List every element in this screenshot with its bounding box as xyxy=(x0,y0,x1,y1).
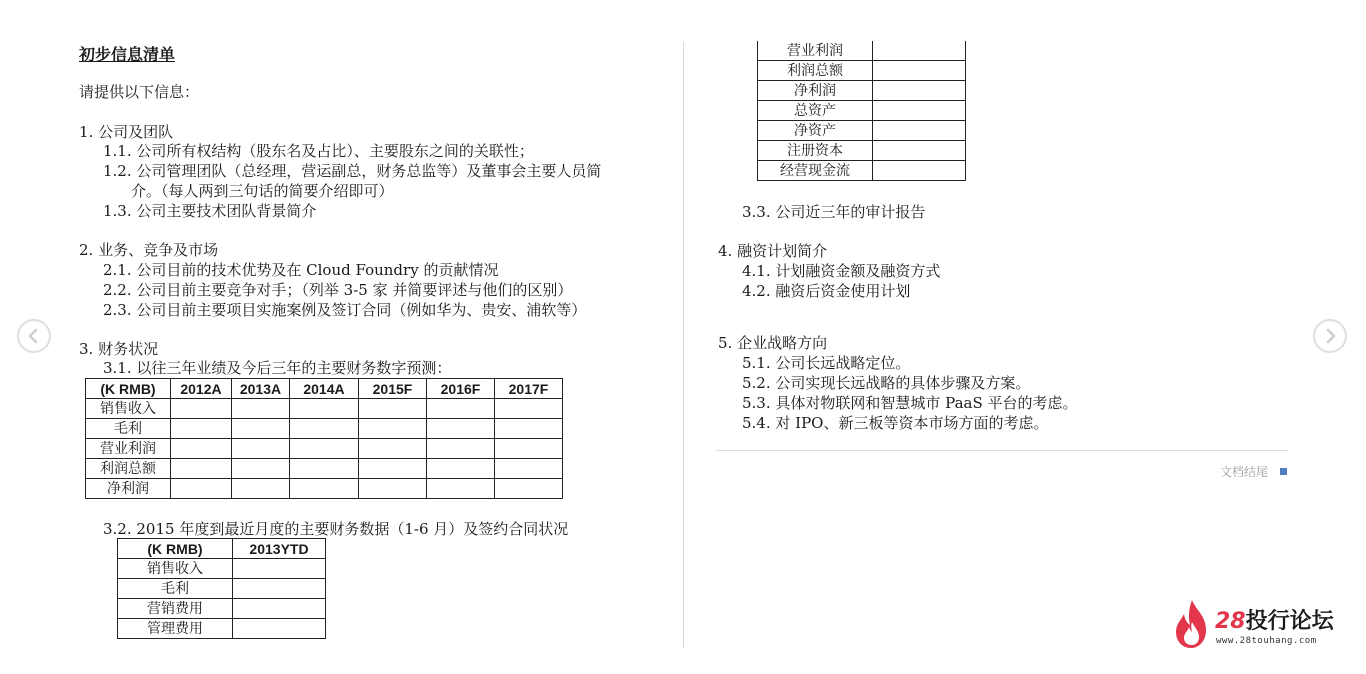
section-5-item-1: 5.1. 公司长远战略定位。 xyxy=(742,354,911,372)
table-row xyxy=(86,379,563,399)
chevron-left-icon xyxy=(19,321,49,351)
table-cell xyxy=(171,399,232,419)
table-row-label: 毛利 xyxy=(86,419,171,439)
table-cell xyxy=(290,439,359,459)
table-cell xyxy=(290,419,359,439)
table-row-label: 利润总额 xyxy=(758,61,873,81)
table-cell xyxy=(873,161,966,181)
table-header-cell: 2012A xyxy=(171,379,232,399)
section-4-item-1: 4.1. 计划融资金额及融资方式 xyxy=(742,262,941,280)
section-3-heading: 3. 财务状况 xyxy=(79,340,159,358)
flame-icon xyxy=(1172,598,1212,650)
table-row xyxy=(86,439,563,459)
table-cell xyxy=(233,579,326,599)
table-cell xyxy=(171,419,232,439)
section-1-item-3: 1.3. 公司主要技术团队背景简介 xyxy=(103,202,317,220)
table-row-label: 营业利润 xyxy=(758,41,873,61)
table-cell xyxy=(290,399,359,419)
table-cell xyxy=(873,101,966,121)
table-cell xyxy=(232,479,290,499)
prev-page-button[interactable] xyxy=(17,319,51,353)
table-row xyxy=(118,539,326,559)
section-3-item-2: 3.2. 2015 年度到最近月度的主要财务数据（1-6 月）及签约合同状况 xyxy=(103,520,569,538)
table-cell xyxy=(290,479,359,499)
table-cell xyxy=(495,399,563,419)
table-header-cell: 2013A xyxy=(232,379,290,399)
table-cell xyxy=(290,459,359,479)
table-cell xyxy=(873,61,966,81)
table-cell xyxy=(427,459,495,479)
section-2-item-1: 2.1. 公司目前的技术优势及在 Cloud Foundry 的贡献情况 xyxy=(103,261,499,279)
table-row-label: 净利润 xyxy=(758,81,873,101)
table-cell xyxy=(427,419,495,439)
table-row xyxy=(86,399,563,419)
section-2-heading: 2. 业务、竞争及市场 xyxy=(79,241,219,259)
table-header-cell: (K RMB) xyxy=(86,379,171,399)
table-row-label: 注册资本 xyxy=(758,141,873,161)
table-row-label: 经营现金流 xyxy=(758,161,873,181)
table-cell xyxy=(427,439,495,459)
section-1-item-2: 1.2. 公司管理团队（总经理，营运副总，财务总监等）及董事会主要人员简 xyxy=(103,162,602,180)
document-end-rule xyxy=(716,450,1288,451)
table-cell xyxy=(232,439,290,459)
table-cell xyxy=(873,141,966,161)
table-row xyxy=(758,61,966,81)
table-cell xyxy=(233,559,326,579)
table-row-label: 营业利润 xyxy=(86,439,171,459)
ytd-table xyxy=(117,538,326,639)
table-cell xyxy=(359,439,427,459)
table-cell xyxy=(495,439,563,459)
chevron-right-icon xyxy=(1315,321,1345,351)
section-2-item-3: 2.3. 公司目前主要项目实施案例及签订合同（例如华为、贵安、浦软等） xyxy=(103,301,587,319)
section-5-heading: 5. 企业战略方向 xyxy=(718,334,828,352)
ytd-table-continued xyxy=(757,41,966,181)
table-cell xyxy=(427,479,495,499)
table-cell xyxy=(427,399,495,419)
table-header-cell: 2015F xyxy=(359,379,427,399)
table-row xyxy=(758,81,966,101)
logo-wordmark: 28投行论坛 xyxy=(1215,609,1334,634)
site-logo[interactable] xyxy=(1172,598,1352,652)
document-end-mark xyxy=(1280,468,1287,475)
forecast-table xyxy=(85,378,563,499)
next-page-button[interactable] xyxy=(1313,319,1347,353)
logo-url: www.28touhang.com xyxy=(1216,636,1317,646)
section-5-item-4: 5.4. 对 IPO、新三板等资本市场方面的考虑。 xyxy=(742,414,1049,432)
table-cell xyxy=(171,439,232,459)
table-row xyxy=(86,479,563,499)
section-3-item-1: 3.1. 以往三年业绩及今后三年的主要财务数字预测： xyxy=(103,359,452,377)
section-1-item-2-cont: 介。（每人两到三句话的简要介绍即可） xyxy=(131,182,394,200)
table-cell xyxy=(873,81,966,101)
table-cell xyxy=(233,619,326,639)
table-cell xyxy=(359,399,427,419)
document-title: 初步信息清单 xyxy=(79,45,176,64)
table-cell xyxy=(873,121,966,141)
table-cell xyxy=(232,459,290,479)
table-cell xyxy=(359,419,427,439)
section-4-heading: 4. 融资计划简介 xyxy=(718,242,828,260)
table-row xyxy=(86,419,563,439)
table-row xyxy=(118,579,326,599)
section-5-item-2: 5.2. 公司实现长远战略的具体步骤及方案。 xyxy=(742,374,1031,392)
table-cell xyxy=(233,599,326,619)
table-cell xyxy=(359,479,427,499)
table-row xyxy=(758,41,966,61)
table-row-label: 毛利 xyxy=(118,579,233,599)
table-row-label: 利润总额 xyxy=(86,459,171,479)
document-end-label: 文档结尾 xyxy=(1220,465,1269,479)
table-row xyxy=(758,161,966,181)
table-row xyxy=(758,141,966,161)
table-row-label: 管理费用 xyxy=(118,619,233,639)
section-4-item-2: 4.2. 融资后资金使用计划 xyxy=(742,282,911,300)
table-cell xyxy=(171,479,232,499)
table-cell xyxy=(232,419,290,439)
table-cell xyxy=(495,459,563,479)
table-row xyxy=(118,619,326,639)
table-cell xyxy=(232,399,290,419)
table-row-label: 净资产 xyxy=(758,121,873,141)
table-header-cell: 2014A xyxy=(290,379,359,399)
table-cell xyxy=(171,459,232,479)
table-header-cell: 2013YTD xyxy=(233,539,326,559)
table-cell xyxy=(495,419,563,439)
table-row xyxy=(118,599,326,619)
section-5-item-3: 5.3. 具体对物联网和智慧城市 PaaS 平台的考虑。 xyxy=(742,394,1078,412)
table-row-label: 总资产 xyxy=(758,101,873,121)
table-header-cell: (K RMB) xyxy=(118,539,233,559)
section-1-heading: 1. 公司及团队 xyxy=(79,123,174,141)
table-row-label: 净利润 xyxy=(86,479,171,499)
table-row xyxy=(758,101,966,121)
table-row xyxy=(86,459,563,479)
table-header-cell: 2017F xyxy=(495,379,563,399)
intro-text: 请提供以下信息： xyxy=(79,83,200,101)
table-row xyxy=(758,121,966,141)
table-row xyxy=(118,559,326,579)
table-cell xyxy=(359,459,427,479)
table-cell xyxy=(495,479,563,499)
table-row-label: 营销费用 xyxy=(118,599,233,619)
table-cell xyxy=(873,41,966,61)
table-header-cell: 2016F xyxy=(427,379,495,399)
section-3-item-3: 3.3. 公司近三年的审计报告 xyxy=(742,203,926,221)
page-divider xyxy=(683,42,684,648)
table-row-label: 销售收入 xyxy=(86,399,171,419)
section-2-item-2: 2.2. 公司目前主要竞争对手；（列举 3-5 家 并简要评述与他们的区别） xyxy=(103,281,573,299)
section-1-item-1: 1.1. 公司所有权结构（股东名及占比）、主要股东之间的关联性； xyxy=(103,142,534,160)
table-row-label: 销售收入 xyxy=(118,559,233,579)
